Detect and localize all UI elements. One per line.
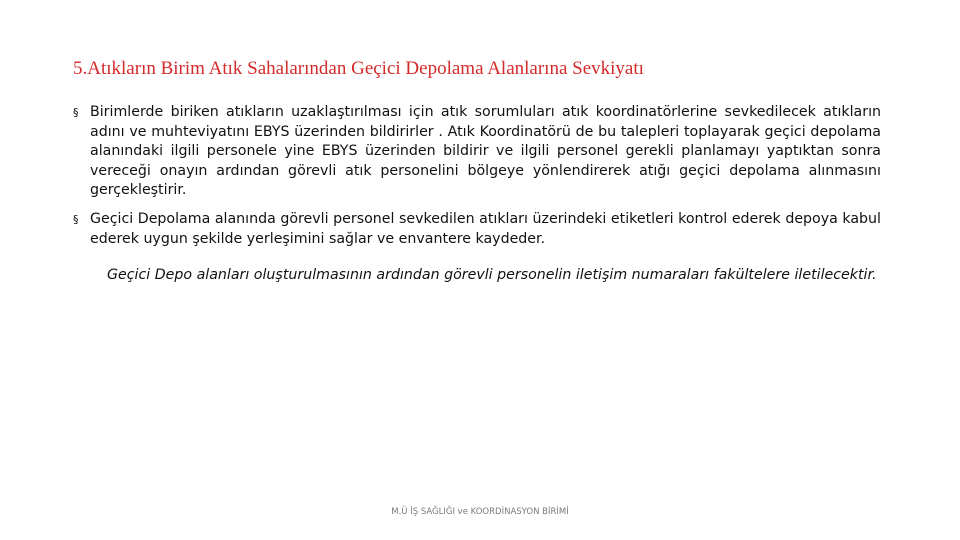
- bullet-marker-icon: §: [73, 106, 79, 119]
- bullet-text: Birimlerde biriken atıkların uzaklaştırılması için atık sorumluları atık koordinatörlerine sevkedilecek atıkların adını ve muhteviyatını EBYS üzerinden bildirirler . Atık Koordinatörü de bu talepleri toplayarak geçici depolama alanındaki ilgili personele yine EBYS üzerinden bildirir ve ilgili personel gerekli planlamayı yaptıktan sonra vereceği onayın ardından görevli atık personelini bölgeye yönlendirerek atığı geçici depolama alınmasını gerçekleştirir.: [90, 104, 881, 198]
- footer-text: M.Ü İŞ SAĞLIĞI ve KOORDİNASYON BİRİMİ: [391, 507, 569, 517]
- bullet-item: [73, 210, 881, 249]
- slide-title: 5.Atıkların Birim Atık Sahalarından Geçici Depolama Alanlarına Sevkiyatı: [73, 58, 644, 79]
- bullet-marker-icon: §: [73, 213, 79, 226]
- bullet-item: [73, 103, 881, 201]
- bullet-text: Geçici Depolama alanında görevli personel sevkedilen atıkları üzerindeki etiketleri kontrol ederek depoya kabul ederek uygun şekilde yerleşimini sağlar ve envantere kaydeder.: [90, 211, 881, 247]
- note-paragraph: Geçici Depo alanları oluşturulmasının ardından görevli personelin iletişim numaraları fakültelere iletilecektir.: [107, 267, 877, 283]
